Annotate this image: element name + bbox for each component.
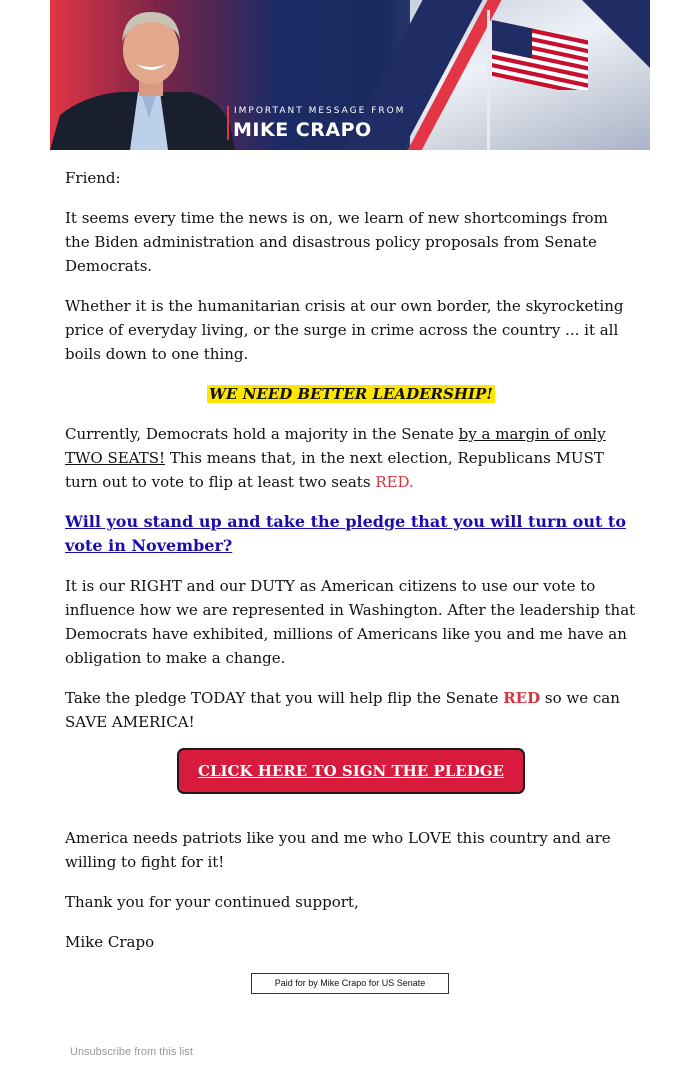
- candidate-photo: [50, 0, 240, 150]
- paragraph-patriots: America needs patriots like you and me who LOVE this country and are willing to fight for it!: [65, 829, 611, 871]
- pledge-link[interactable]: Will you stand up and take the pledge that you will turn out to vote in November?: [65, 512, 626, 555]
- majority-text: Currently, Democrats hold a majority in the Senate: [65, 425, 459, 443]
- unsubscribe-link[interactable]: Unsubscribe from this list: [70, 1046, 193, 1058]
- paid-for-disclaimer: Paid for by Mike Crapo for US Senate: [251, 973, 449, 994]
- paragraph-majority: [65, 422, 637, 494]
- email-closing: [65, 826, 637, 970]
- email-body: [65, 166, 637, 750]
- banner-subtitle: IMPORTANT MESSAGE FROM: [234, 106, 406, 116]
- american-flag-icon: [492, 20, 592, 90]
- paragraph-today: [65, 686, 637, 734]
- pledge-link-row: [65, 510, 637, 558]
- majority-text-cont: This means that, in the next election, Republicans MUST turn out to vote to flip at least two seats: [65, 449, 604, 491]
- paragraph-duty: It is our RIGHT and our DUTY as American citizens to use our vote to influence how we are represented in Washington. After the leadership that Democrats have exhibited, millions of Americans like you and me have an obligation to make a change.: [65, 577, 636, 667]
- greeting: Friend:: [65, 169, 121, 187]
- closing-line: Thank you for your continued support,: [65, 893, 359, 911]
- paragraph-crisis: Whether it is the humanitarian crisis at our own border, the skyrocketing price of everyday living, or the surge in crime across the country ... it all boils down to one thing.: [65, 297, 624, 363]
- sign-pledge-button-label: CLICK HERE TO SIGN THE PLEDGE: [198, 762, 504, 780]
- today-red: RED: [503, 689, 541, 707]
- majority-underlined: by a margin of only TWO SEATS!: [65, 425, 606, 467]
- banner-corner-fold: [582, 0, 650, 68]
- header-banner: [50, 0, 650, 150]
- sign-pledge-button[interactable]: [177, 748, 525, 794]
- flag-pole: [487, 10, 490, 150]
- headline-row: [65, 382, 637, 406]
- majority-red: RED.: [375, 473, 414, 491]
- banner-name: MIKE CRAPO: [233, 119, 372, 141]
- paragraph-news: It seems every time the news is on, we learn of new shortcomings from the Biden administration and disastrous policy proposals from Senate Democrats.: [65, 209, 608, 275]
- signature: Mike Crapo: [65, 933, 155, 951]
- today-text-cont: so we can SAVE AMERICA!: [65, 689, 620, 731]
- headline-highlight: WE NEED BETTER LEADERSHIP!: [209, 385, 493, 403]
- banner-title-accent: [227, 106, 229, 140]
- today-text: Take the pledge TODAY that you will help flip the Senate: [65, 689, 504, 707]
